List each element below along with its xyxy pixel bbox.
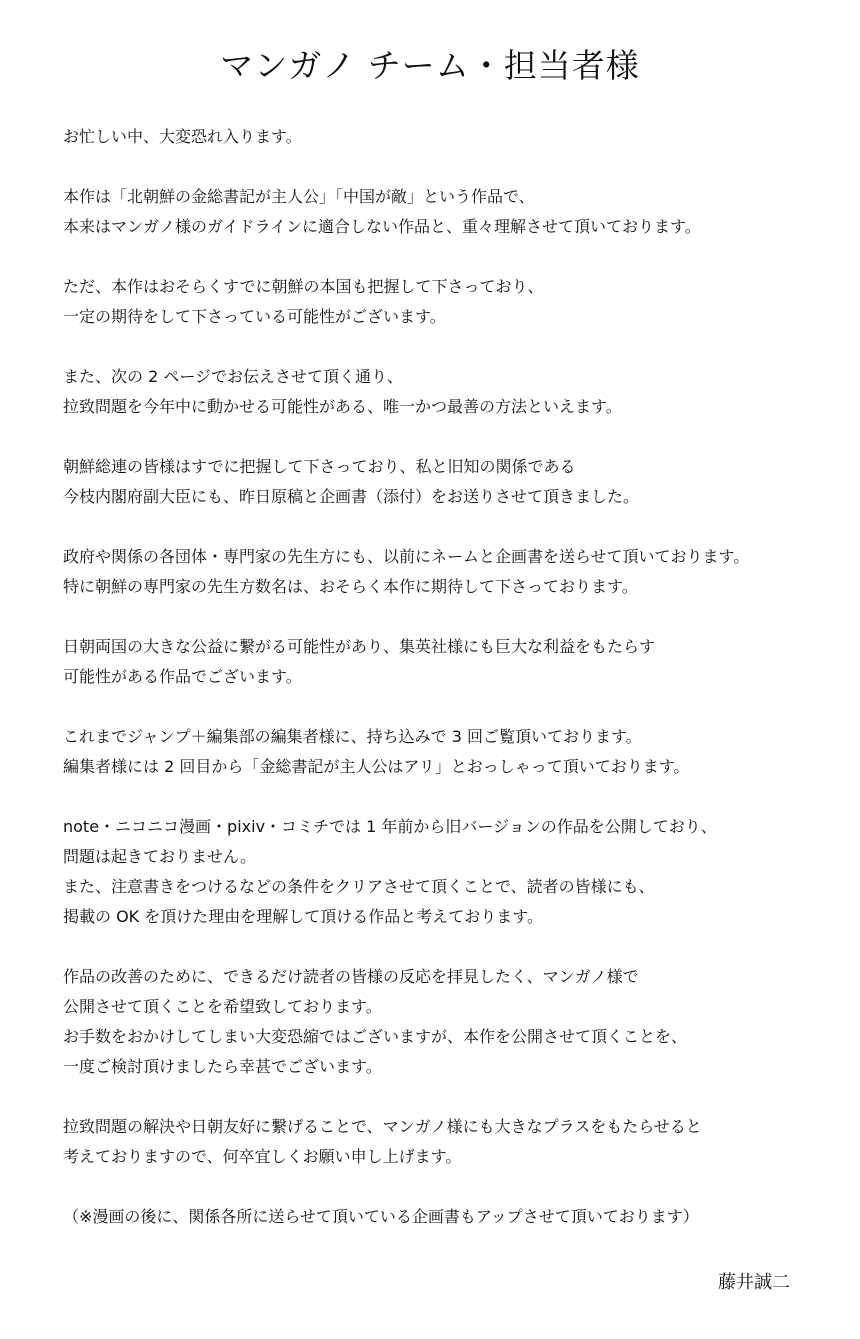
- paragraph-jump-plus: [63, 722, 853, 782]
- text-line: また、注意書きをつけるなどの条件をクリアさせて頂くことで、読者の皆様にも、: [63, 877, 655, 896]
- paragraph-north-korea-awareness: [63, 272, 853, 332]
- text-line: 本作は「北朝鮮の金総書記が主人公」「中国が敵」という作品で、: [63, 187, 535, 206]
- paragraph-premise: [63, 182, 853, 242]
- paragraph-note: [63, 1202, 853, 1232]
- paragraph-request: [63, 962, 853, 1082]
- text-line: 編集者様には 2 回目から「金総書記が主人公はアリ」とおっしゃって頂いております。: [63, 757, 690, 776]
- text-line: 本来はマンガノ様のガイドラインに適合しない作品と、重々理解させて頂いております。: [63, 217, 701, 236]
- text-line: 掲載の OK を頂けた理由を理解して頂ける作品と考えております。: [63, 907, 543, 926]
- paragraph-prior-publication: [63, 812, 853, 932]
- paragraph-abduction-issue: [63, 362, 853, 422]
- text-line: 公開させて頂くことを希望致しております。: [63, 997, 382, 1016]
- text-line: note・ニコニコ漫画・pixiv・コミチでは 1 年前から旧バージョンの作品を公開しており、: [63, 817, 717, 836]
- text-line: 拉致問題の解決や日朝友好に繋げることで、マンガノ様にも大きなプラスをもたらせると: [63, 1117, 702, 1136]
- text-line: 政府や関係の各団体・専門家の先生方にも、以前にネームと企画書を送らせて頂いております。: [63, 547, 750, 566]
- text-line: ただ、本作はおそらくすでに朝鮮の本国も把握して下さっており、: [63, 277, 544, 296]
- text-line: また、次の 2 ページでお伝えさせて頂く通り、: [63, 367, 404, 386]
- paragraph-greeting: [63, 122, 853, 152]
- text-line: 作品の改善のために、できるだけ読者の皆様の反応を拝見したく、マンガノ様で: [63, 967, 639, 986]
- text-line: 可能性がある作品でございます。: [63, 667, 302, 686]
- text-line: お手数をおかけしてしまい大変恐縮ではございますが、本作を公開させて頂くことを、: [63, 1027, 688, 1046]
- text-line: 特に朝鮮の専門家の先生方数名は、おそらく本作に期待して下さっております。: [63, 577, 638, 596]
- text-line: 日朝両国の大きな公益に繋がる可能性があり、集英社様にも巨大な利益をもたらす: [63, 637, 656, 656]
- paragraph-soren-contact: [63, 452, 853, 512]
- text-line: （※漫画の後に、関係各所に送らせて頂いている企画書もアップさせて頂いております）: [63, 1207, 699, 1226]
- paragraph-government-experts: [63, 542, 853, 602]
- letter-title: マンガノ チーム・担当者様: [220, 46, 640, 85]
- text-line: 拉致問題を今年中に動かせる可能性がある、唯一かつ最善の方法といえます。: [63, 397, 622, 416]
- paragraph-closing: [63, 1112, 853, 1172]
- text-line: これまでジャンプ＋編集部の編集者様に、持ち込みで 3 回ご覧頂いております。: [63, 727, 642, 746]
- text-line: 朝鮮総連の皆様はすでに把握して下さっており、私と旧知の関係である: [63, 457, 576, 476]
- signature: 藤井誠二: [718, 1272, 790, 1293]
- text-line: 今枝内閣府副大臣にも、昨日原稿と企画書（添付）をお送りさせて頂きました。: [63, 487, 640, 506]
- text-line: 一定の期待をして下さっている可能性がございます。: [63, 307, 446, 326]
- paragraph-public-benefit: [63, 632, 853, 692]
- text-line: 一度ご検討頂けましたら幸甚でございます。: [63, 1057, 382, 1076]
- text-line: お忙しい中、大変恐れ入ります。: [63, 127, 302, 146]
- letter-body: [63, 122, 853, 1262]
- text-line: 問題は起きておりません。: [63, 847, 256, 866]
- text-line: 考えておりますので、何卒宜しくお願い申し上げます。: [63, 1147, 462, 1166]
